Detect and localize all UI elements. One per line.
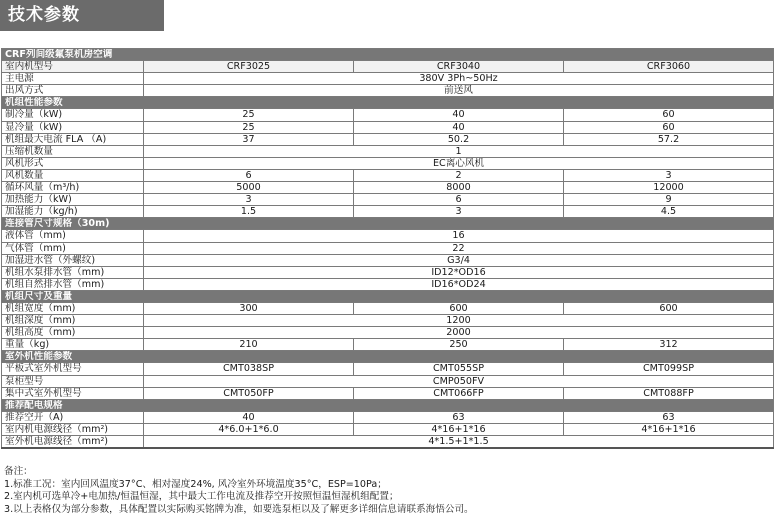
row-value: 4*16+1*16	[564, 423, 774, 435]
row-label: 集中式室外机型号	[2, 387, 144, 399]
row-value: CMT055SP	[354, 363, 564, 375]
row-label: 机组宽度（mm)	[2, 302, 144, 314]
row-label: 压缩机数量	[2, 145, 144, 157]
row-value: 3	[144, 194, 354, 206]
note-item: 2.室内机可选单冷+电加热/恒温恒湿，其中最大工作电流及推荐空开按照恒温恒湿机组配置；	[4, 491, 399, 503]
row-value: 50.2	[354, 133, 564, 145]
row-value: 250	[354, 339, 564, 351]
row-value: 60	[564, 109, 774, 121]
table-row	[2, 145, 774, 157]
table-row	[2, 182, 774, 194]
notes-heading: 备注：	[4, 466, 33, 477]
row-label: 加湿能力（kg/h)	[2, 206, 144, 218]
row-label: 机组自然排水管（mm)	[2, 278, 144, 290]
notes	[4, 466, 770, 516]
row-value: EC离心风机	[144, 157, 774, 169]
row-value: 4.5	[564, 206, 774, 218]
row-value: 2000	[144, 327, 774, 339]
row-value: CMT038SP	[144, 363, 354, 375]
table-row	[2, 266, 774, 278]
table-row	[2, 363, 774, 375]
row-label: 制冷量（kW)	[2, 109, 144, 121]
row-label: 泵柜型号	[2, 375, 144, 387]
row-value: 600	[354, 302, 564, 314]
row-value: 63	[564, 411, 774, 423]
row-value: 600	[564, 302, 774, 314]
row-value: CRF3040	[354, 61, 564, 73]
row-value: CMP050FV	[144, 375, 774, 387]
row-value: 6	[354, 194, 564, 206]
row-value: CMT099SP	[564, 363, 774, 375]
table-row	[2, 157, 774, 169]
row-value: 4*16+1*16	[354, 423, 564, 435]
row-label: 室内机电源线径（mm²)	[2, 423, 144, 435]
row-label: 液体管（mm)	[2, 230, 144, 242]
note-item: 1.标准工况：室内回风温度37°C、相对湿度24%, 风冷室外环境温度35°C，ESP=10Pa；	[4, 478, 387, 490]
row-value: 4*6.0+1*6.0	[144, 423, 354, 435]
row-value: 8000	[354, 182, 564, 194]
table-row	[2, 302, 774, 314]
row-label: 重量（kg)	[2, 339, 144, 351]
row-value: ID16*OD24	[144, 278, 774, 290]
row-value: 40	[354, 109, 564, 121]
section-header: 室外机性能参数	[2, 351, 774, 363]
row-value: CRF3025	[144, 61, 354, 73]
row-value: 300	[144, 302, 354, 314]
row-value: 312	[564, 339, 774, 351]
table-title: CRF列间级氟泵机房空调	[2, 49, 774, 61]
section-header-row	[2, 290, 774, 302]
table-row	[2, 315, 774, 327]
table-row	[2, 121, 774, 133]
row-label: 平板式室外机型号	[2, 363, 144, 375]
table-row	[2, 242, 774, 254]
row-label: 机组水泵排水管（mm)	[2, 266, 144, 278]
row-value: 63	[354, 411, 564, 423]
row-label: 推荐空开（A)	[2, 411, 144, 423]
row-label: 机组高度（mm)	[2, 327, 144, 339]
row-label: 机组最大电流 FLA （A)	[2, 133, 144, 145]
row-label: 机组深度（mm)	[2, 315, 144, 327]
table-row	[2, 169, 774, 181]
row-label: 气体管（mm)	[2, 242, 144, 254]
row-value: G3/4	[144, 254, 774, 266]
row-value: CMT088FP	[564, 387, 774, 399]
row-value: 16	[144, 230, 774, 242]
row-value: 57.2	[564, 133, 774, 145]
row-value: 37	[144, 133, 354, 145]
table-row	[2, 230, 774, 242]
row-value: 22	[144, 242, 774, 254]
row-value: 380V 3Ph~50Hz	[144, 73, 774, 85]
row-value: ID12*OD16	[144, 266, 774, 278]
page-title: 技术参数	[0, 0, 164, 31]
row-label: 主电源	[2, 73, 144, 85]
row-value: 25	[144, 109, 354, 121]
table-row	[2, 133, 774, 145]
table-row	[2, 375, 774, 387]
row-value: 3	[564, 169, 774, 181]
table-title-row	[2, 49, 774, 61]
row-value: 1200	[144, 315, 774, 327]
row-value: 40	[354, 121, 564, 133]
table-row	[2, 387, 774, 399]
table-row	[2, 411, 774, 423]
row-value: 2	[354, 169, 564, 181]
section-header: 推荐配电规格	[2, 399, 774, 411]
row-label: 出风方式	[2, 85, 144, 97]
section-header-row	[2, 351, 774, 363]
section-header-row	[2, 399, 774, 411]
row-label: 风机数量	[2, 169, 144, 181]
row-value: 9	[564, 194, 774, 206]
row-label: 加湿进水管（外螺纹)	[2, 254, 144, 266]
row-value: 前送风	[144, 85, 774, 97]
table-row	[2, 327, 774, 339]
table-row	[2, 194, 774, 206]
table-row	[2, 206, 774, 218]
row-label: 室内机型号	[2, 61, 144, 73]
row-label: 风机形式	[2, 157, 144, 169]
table-row	[2, 73, 774, 85]
row-value: CMT050FP	[144, 387, 354, 399]
row-value: CRF3060	[564, 61, 774, 73]
table-row	[2, 254, 774, 266]
row-label: 室外机电源线径（mm²)	[2, 436, 144, 449]
spec-table	[1, 48, 774, 449]
row-value: 40	[144, 411, 354, 423]
table-row	[2, 61, 774, 73]
table-row	[2, 436, 774, 449]
row-value: 1.5	[144, 206, 354, 218]
row-label: 显冷量（kW)	[2, 121, 144, 133]
spec-table-body	[2, 49, 774, 449]
section-header-row	[2, 97, 774, 109]
section-header: 连接管尺寸规格（30m)	[2, 218, 774, 230]
table-row	[2, 109, 774, 121]
row-value: 4*1.5+1*1.5	[144, 436, 774, 449]
row-value: 5000	[144, 182, 354, 194]
row-value: 1	[144, 145, 774, 157]
row-value: 3	[354, 206, 564, 218]
row-value: 6	[144, 169, 354, 181]
row-label: 循环风量（m³/h)	[2, 182, 144, 194]
section-header-row	[2, 218, 774, 230]
section-header: 机组性能参数	[2, 97, 774, 109]
row-value: 12000	[564, 182, 774, 194]
section-header: 机组尺寸及重量	[2, 290, 774, 302]
table-row	[2, 278, 774, 290]
row-value: 210	[144, 339, 354, 351]
row-value: 25	[144, 121, 354, 133]
table-row	[2, 423, 774, 435]
row-value: CMT066FP	[354, 387, 564, 399]
row-value: 60	[564, 121, 774, 133]
note-item: 3.以上表格仅为部分参数，具体配置以实际购买铭牌为准，如要选泵柜以及了解更多详细信息请联系海悟公司。	[4, 503, 474, 515]
row-label: 加热能力（kW)	[2, 194, 144, 206]
table-row	[2, 339, 774, 351]
table-row	[2, 85, 774, 97]
